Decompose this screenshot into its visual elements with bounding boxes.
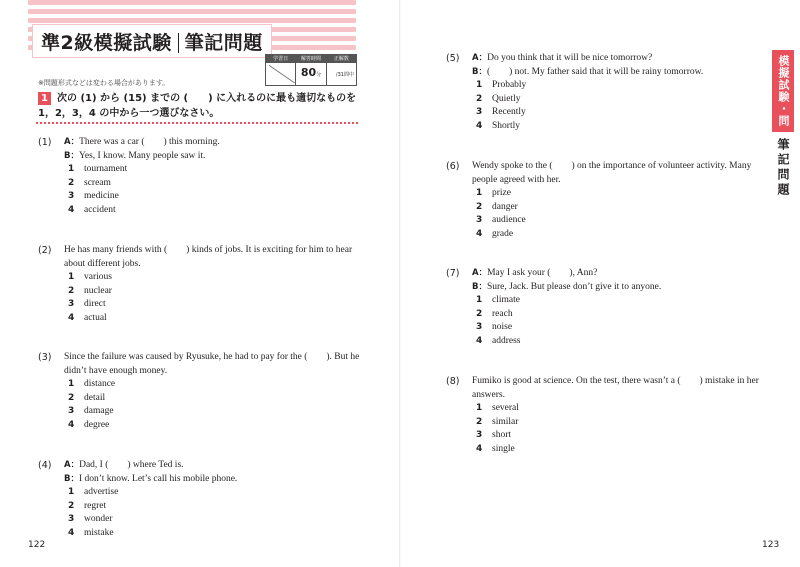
option-number: 3 [476,430,483,441]
option-text: noise [492,322,513,333]
speaker-label: A： [64,460,80,470]
section-number: 1 [38,92,51,105]
question-number: (3) [38,352,52,363]
speaker-label: B： [472,281,487,292]
option-number: 4 [476,335,483,346]
option-text: grade [492,228,514,239]
answer-option[interactable] [476,106,770,120]
answer-option[interactable] [68,177,360,191]
answer-time-cell [296,55,326,85]
answer-option[interactable] [476,416,770,430]
option-number: 1 [476,80,483,91]
answer-option[interactable] [68,392,360,406]
header-banner [28,0,356,62]
option-number: 2 [476,308,483,319]
question-number: (6) [446,161,460,172]
option-text: damage [84,406,114,417]
question-number: (5) [446,53,460,64]
question [38,136,360,218]
answer-option[interactable] [476,321,770,335]
dotted-divider [36,122,358,124]
page-number-left: 122 [28,540,46,550]
option-number: 1 [68,164,75,175]
option-number: 2 [476,201,483,212]
option-text: scream [84,177,111,188]
score-cell [327,55,356,85]
option-number: 1 [476,295,483,306]
answer-option[interactable] [68,513,360,527]
option-number: 3 [476,107,483,118]
option-number: 1 [476,188,483,199]
option-text: several [492,403,519,414]
option-number: 1 [68,487,75,498]
option-number: 1 [476,403,483,414]
answer-option[interactable] [476,187,770,201]
question-line [64,244,360,271]
question-line [64,136,360,150]
option-text: direct [84,299,106,310]
format-note: ※問題形式などは変わる場合があります。 [38,79,170,87]
option-text: mistake [84,527,114,538]
answer-option[interactable] [68,298,360,312]
question-line [472,66,770,80]
option-text: Quietly [492,93,521,104]
question-line [472,52,770,66]
score-suffix: /31問中 [335,72,354,78]
option-number: 3 [476,215,483,226]
option-text: various [84,272,112,283]
question-text: There was a car ( ) this morning. [79,137,220,147]
option-text: Recently [492,107,526,118]
option-text: distance [84,379,116,390]
speaker-label: B： [472,66,487,77]
option-text: Shortly [492,120,520,131]
option-number: 2 [68,285,75,296]
option-number: 4 [68,527,75,538]
option-number: 2 [68,177,75,188]
option-text: wonder [84,514,113,525]
option-number: 1 [68,272,75,283]
option-number: 2 [68,392,75,403]
question-text: Fumiko is good at science. On the test, there wasn’t a ( ) mistake in her answers. [472,376,759,400]
question [446,52,770,134]
answer-option[interactable] [68,527,360,541]
page-title-main: 準2級模擬試験 [41,31,172,54]
answer-option[interactable] [68,500,360,514]
question-number: (1) [38,137,52,148]
question-line [64,459,360,473]
answer-option[interactable] [476,214,770,228]
question-text: Wendy spoke to the ( ) on the importance of volunteer activity. Many people agreed with her. [472,161,752,185]
option-number: 4 [68,204,75,215]
answer-option[interactable] [68,378,360,392]
score-label: 正解数 [327,55,356,63]
option-text: degree [84,419,110,430]
option-text: accident [84,204,116,215]
speaker-label: B： [64,150,79,161]
instruction [38,91,368,121]
option-number: 3 [476,322,483,333]
question-text: I don’t know. Let’s call his mobile phone. [78,473,238,484]
question-line [472,281,770,295]
answer-option[interactable] [476,294,770,308]
option-number: 4 [68,312,75,323]
answer-time-unit: 分 [316,72,322,78]
answer-option[interactable] [68,419,360,433]
answer-option[interactable] [68,405,360,419]
option-text: similar [492,416,519,427]
question-line [472,160,770,187]
side-tab-section: 模擬試験・問題 [772,50,794,132]
option-text: detail [84,392,106,403]
option-text: nuclear [84,285,112,296]
option-number: 3 [68,514,75,525]
question-line [64,351,360,378]
option-text: Probably [492,80,527,91]
answer-time-value: 80 [300,66,317,79]
option-text: audience [492,215,526,226]
option-number: 1 [68,379,75,390]
answer-option[interactable] [476,120,770,134]
option-text: advertise [84,487,119,498]
answer-option[interactable] [68,271,360,285]
question-number: (2) [38,245,52,256]
option-text: climate [492,295,520,306]
answer-option[interactable] [476,335,770,349]
question-text: Sure, Jack. But please don’t give it to anyone. [486,281,662,292]
question-text: ( ) not. My father said that it will be rainy tomorrow. [486,66,704,77]
question-number: (4) [38,460,52,471]
question-text: Since the failure was caused by Ryusuke, he had to pay for the ( ). But he didn’t have enough money. [64,352,360,376]
answer-time-label: 解答時間 [296,55,325,63]
answer-option[interactable] [476,79,770,93]
answer-option[interactable] [476,308,770,322]
question-text: Dad, I ( ) where Ted is. [79,460,184,470]
right-page [400,0,800,567]
answer-option[interactable] [68,163,360,177]
study-date-label: 学習日 [266,55,295,63]
question-line [64,150,360,164]
option-number: 2 [68,500,75,511]
question-text: He has many friends with ( ) kinds of jobs. It is exciting for him to hear about different jobs. [64,245,353,269]
speaker-label: A： [472,268,488,278]
option-text: address [492,335,521,346]
speaker-label: A： [472,53,488,63]
answer-option[interactable] [476,228,770,242]
option-number: 3 [68,191,75,202]
option-number: 4 [476,228,483,239]
answer-option[interactable] [68,486,360,500]
question-text: Yes, I know. Many people saw it. [78,150,206,161]
answer-option[interactable] [476,93,770,107]
question-text: Do you think that it will be nice tomorrow? [487,53,653,63]
option-number: 4 [68,419,75,430]
study-date-cell [266,55,296,85]
answer-option[interactable] [476,201,770,215]
question [38,244,360,326]
page-number-right: 123 [762,540,780,550]
answer-option[interactable] [476,429,770,443]
answer-option[interactable] [476,402,770,416]
answer-option[interactable] [68,312,360,326]
option-text: actual [84,312,107,323]
answer-option[interactable] [68,285,360,299]
option-text: tournament [84,164,128,175]
question-number: (7) [446,268,460,279]
option-number: 4 [476,120,483,131]
question [446,160,770,242]
instruction-text: 次の (1) から (15) までの ( ) に入れるのに最も適切なものを 1，2，3，4 の中から一つ選びなさい。 [38,93,357,119]
question-line [64,473,360,487]
option-text: reach [492,308,513,319]
option-number: 2 [476,416,483,427]
answer-option[interactable] [68,204,360,218]
question-line [472,267,770,281]
answer-option[interactable] [476,443,770,457]
question-number: (8) [446,376,460,387]
option-number: 3 [68,406,75,417]
option-number: 3 [68,299,75,310]
question [38,459,360,541]
option-text: regret [84,500,107,511]
option-number: 2 [476,93,483,104]
study-record-box [265,54,357,86]
question-line [472,375,770,402]
question-text: May I ask your ( ), Ann? [487,268,598,278]
question [446,375,770,457]
option-text: prize [492,188,511,199]
option-text: short [492,430,511,441]
speaker-label: B： [64,473,79,484]
option-text: medicine [84,191,119,202]
side-tab-label: 筆記問題 [776,138,790,198]
speaker-label: A： [64,137,80,147]
option-text: danger [492,201,518,212]
page-title-box [32,24,272,58]
option-number: 4 [476,443,483,454]
answer-option[interactable] [68,190,360,204]
page-title [41,28,263,55]
question [38,351,360,433]
question [446,267,770,349]
page-title-sub: 筆記問題 [184,31,263,54]
option-text: single [492,443,515,454]
